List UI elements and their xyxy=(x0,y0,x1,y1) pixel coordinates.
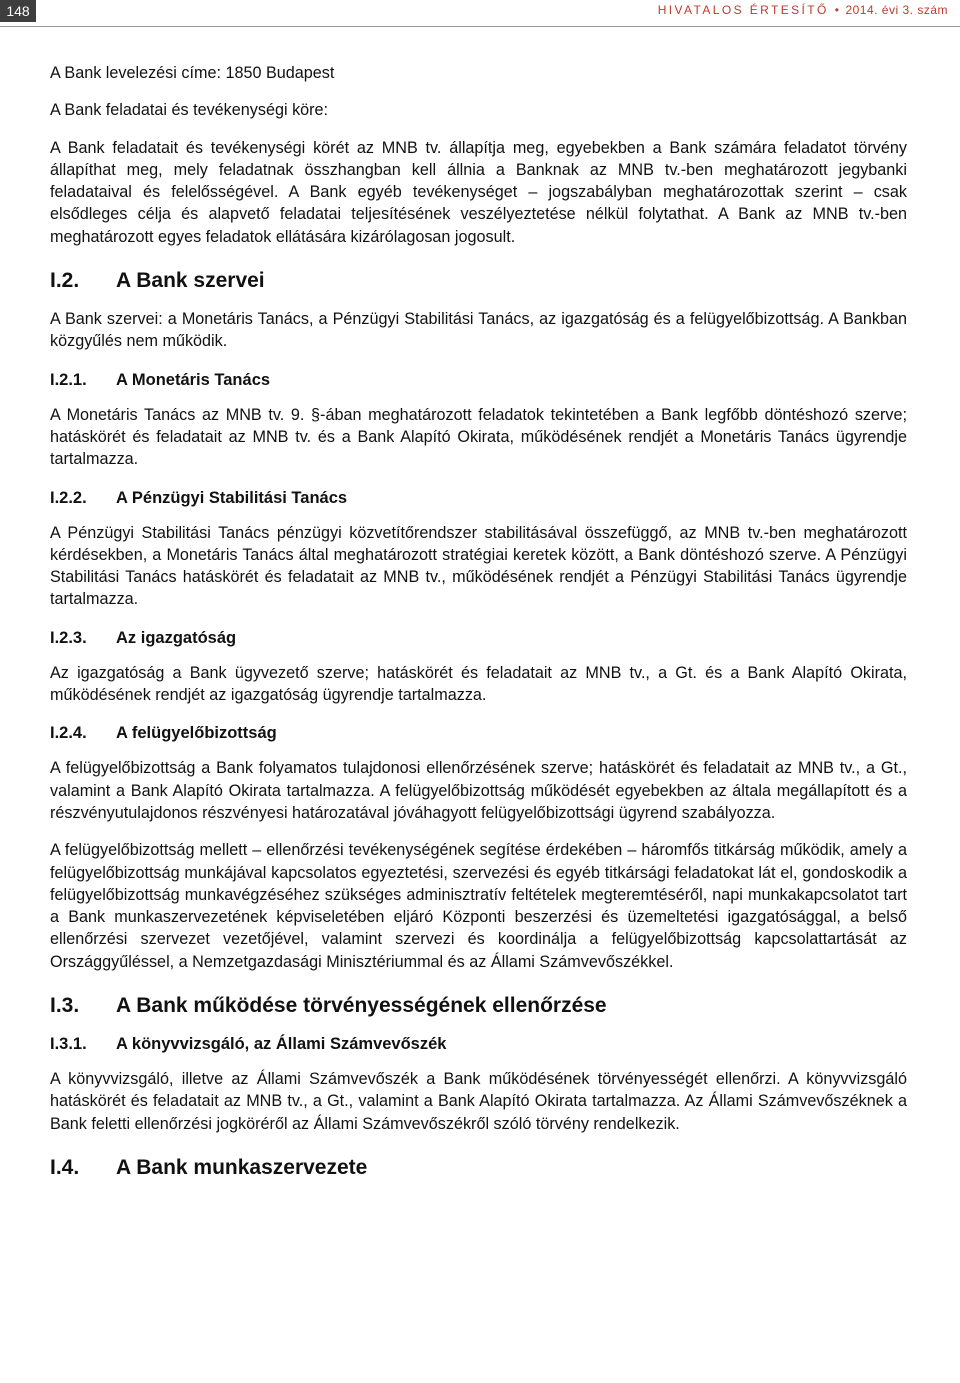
subsection-title: Az igazgatóság xyxy=(116,628,237,647)
document-body xyxy=(50,62,907,1195)
section-number: I.4. xyxy=(50,1155,80,1179)
publication-name: HIVATALOS ÉRTESÍTŐ xyxy=(657,3,829,17)
subsection-title: A Monetáris Tanács xyxy=(116,370,271,389)
page-number: 148 xyxy=(0,0,36,22)
publication-info xyxy=(658,3,948,17)
subsection-paragraph: Az igazgatóság a Bank ügyvezető szerve; hatáskörét és feladatait az MNB tv., a Gt. és a Bank Alapító Okirata, működésének rendjét az igazgatóság ügyrendje tartalmazza. xyxy=(50,663,907,705)
address-line: A Bank levelezési címe: 1850 Budapest xyxy=(50,64,335,82)
section-number: I.2. xyxy=(50,269,80,293)
subsection-paragraph: A felügyelőbizottság a Bank folyamatos tulajdonosi ellenőrzésének szerve; hatáskörét és feladatait az MNB tv., a Gt., valamint a Bank Alapító Okirata tartalmazza. A felügyelőbizottság működését egyebekben az általa megállapított és a részvényutulajdonos részvényesi határozatával jóváhagyott felügyelőbizottsági ügyrend szabályozza. xyxy=(50,759,907,822)
subsection-paragraph: A Monetáris Tanács az MNB tv. 9. §-ában meghatározott feladatok tekintetében a Bank legfőbb döntéshozó szerve; hatáskörét és feladatait az MNB tv. és a Bank Alapító Okirata, működésének rendjét a Monetáris Tanács ügyrendje tartalmazza. xyxy=(50,405,907,469)
section-heading-i3 xyxy=(50,993,907,1019)
section-heading-i2 xyxy=(50,268,907,294)
subsection-number: I.2.1. xyxy=(50,370,87,389)
subsection-heading-i31 xyxy=(50,1033,907,1055)
running-header xyxy=(0,0,960,32)
subsection-number: I.3.1. xyxy=(50,1035,87,1054)
bullet-separator: • xyxy=(834,3,840,17)
subsection-heading-i22 xyxy=(50,487,907,509)
subsection-heading-i21 xyxy=(50,369,907,391)
section-title: A Bank szervei xyxy=(116,269,265,293)
section-heading-i4 xyxy=(50,1155,907,1181)
subsection-heading-i23 xyxy=(50,627,907,649)
section-number: I.3. xyxy=(50,994,80,1018)
section-title: A Bank munkaszervezete xyxy=(116,1155,368,1179)
subsection-title: A könyvvizsgáló, az Állami Számvevőszék xyxy=(116,1035,447,1054)
subsection-title: A Pénzügyi Stabilitási Tanács xyxy=(116,488,348,507)
subsection-title: A felügyelőbizottság xyxy=(116,724,277,743)
subsection-paragraph: A könyvvizsgáló, illetve az Állami Számvevőszék a Bank működésének törvényességét ellenőrzi. A könyvvizsgáló hatáskörét és feladatait az MNB tv., a Gt., valamint a Bank Alapító Okirata tartalmazza. Az Állami Számvevőszéknek a Bank feletti ellenőrzési jogköréről az Állami Számvevőszékről szóló törvény rendelkezik. xyxy=(50,1070,907,1133)
subsection-paragraph: A Pénzügyi Stabilitási Tanács pénzügyi közvetítőrendszer stabilitásával összefüggő, az MNB tv.-ben meghatározott kérdésekben, a Monetáris Tanács által meghatározott stratégiai keretek között, a Bank döntéshozó szerve. A Pénzügyi Stabilitási Tanács hatáskörét és feladatait az MNB tv., működésének rendjét a Pénzügyi Stabilitási Tanács ügyrendje tartalmazza. xyxy=(50,523,907,609)
section-paragraph: A Bank szervei: a Monetáris Tanács, a Pénzügyi Stabilitási Tanács, az igazgatóság és a felügyelőbizottság. A Bankban közgyűlés nem működik. xyxy=(50,310,907,351)
subsection-number: I.2.4. xyxy=(50,724,87,743)
header-rule xyxy=(0,26,960,27)
scope-heading: A Bank feladatai és tevékenységi köre: xyxy=(50,101,329,120)
subsection-number: I.2.2. xyxy=(50,488,87,507)
subsection-paragraph: A felügyelőbizottság mellett – ellenőrzési tevékenységének segítése érdekében – háromfős titkárság működik, amely a felügyelőbizottság munkájával kapcsolatos egyeztetési, szervezési és egyéb titkársági feladatokat lát el, gondoskodik a felügyelőbizottság munkavégzéséhez szükséges adminisztratív feltételek megteremtéséről, napi munkakapcsolatot tart a Bank munkaszervezetének képviseletében eljáró Központi beszerzési és üzemeltetési igazgatósággal, a belső ellenőrzési szervezet vezetőjével, valamint szervezi és koordinálja a felügyelőbizottság kapcsolattartását az Országgyűléssel, a Nemzetgazdasági Minisztériummal és az Állami Számvevőszékkel. xyxy=(50,841,907,971)
scope-paragraph: A Bank feladatait és tevékenységi körét az MNB tv. állapítja meg, egyebekben a Bank számára feladatot törvény állapíthat meg, mely feladatnak összhangban kell állnia a Banknak az MNB tv.-ben meghatározott jegybanki feladataival és felelősségével. A Bank egyéb tevékenységet – jogszabályban meghatározottak szerint – csak elsődleges célja és alapvető feladatai teljesítésének veszélyeztetése nélkül folytathat. A Bank az MNB tv.-ben meghatározott egyes feladatok ellátására kizárólagosan jogosult. xyxy=(50,138,907,246)
subsection-number: I.2.3. xyxy=(50,628,87,647)
section-title: A Bank működése törvényességének ellenőrzése xyxy=(116,994,607,1018)
issue-label: 2014. évi 3. szám xyxy=(845,3,948,17)
subsection-heading-i24 xyxy=(50,722,907,744)
